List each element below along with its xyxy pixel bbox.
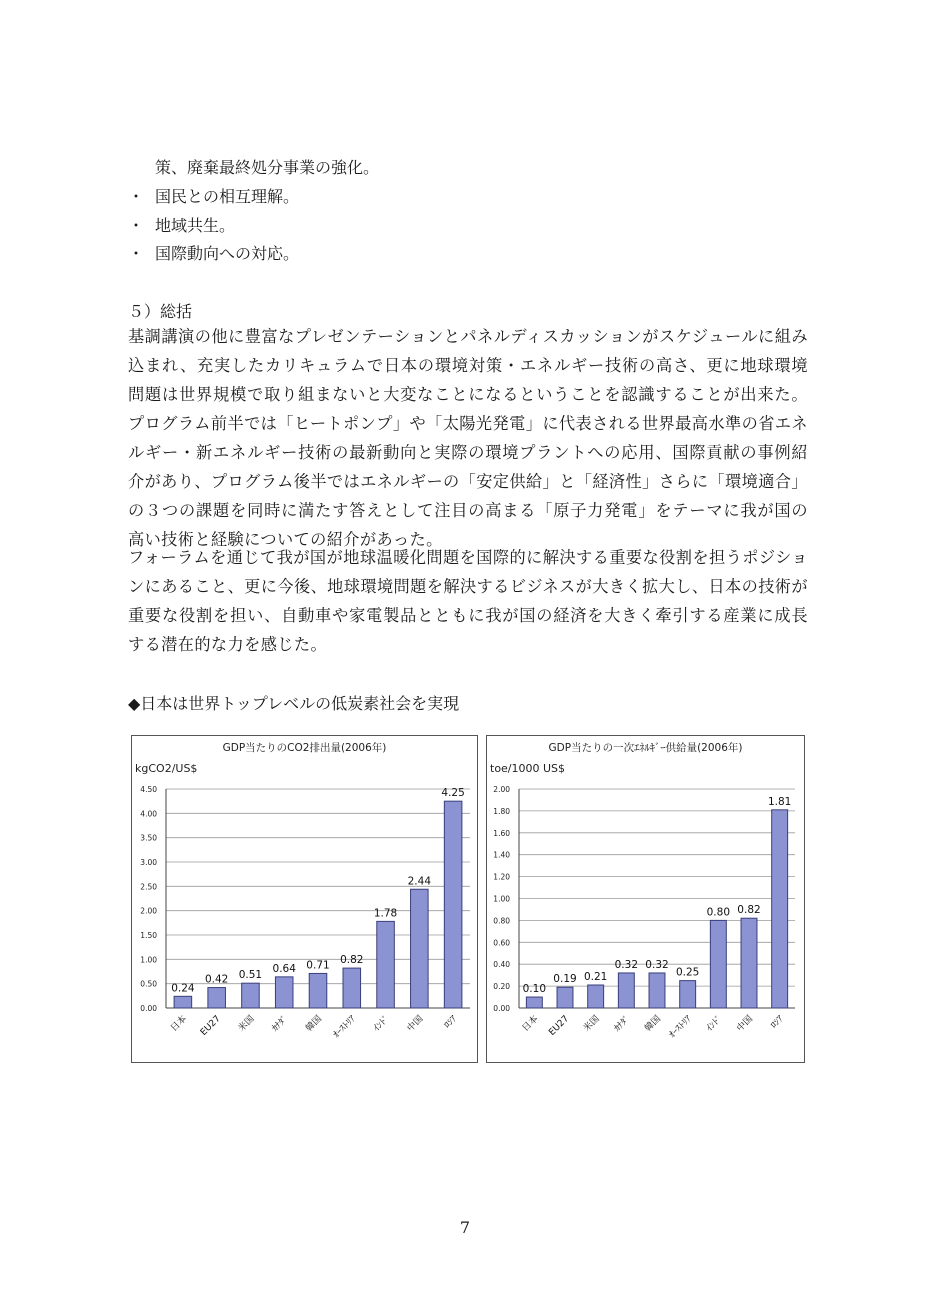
x-tick-label: ｲﾝﾄﾞ <box>704 1014 725 1034</box>
x-tick-label: EU27 <box>198 1014 223 1038</box>
summary-paragraph-1: 基調講演の他に豊富なプレゼンテーションとパネルディスカッションがスケジュールに組み込まれ、充実したカリキュラムで日本の環境対策・エネルギー技術の高さ、更に地球環境問題は世界規模で取り組まないと大変なことになるということを認識することが出来た。プログラム前半では「ヒートポンプ」や「太陽光発電」に代表される世界最高水準の省エネルギー・新エネルギー技術の最新動向と実際の環境プラントへの応用、国際貢献の事例紹介があり、プログラム後半ではエネルギーの「安定供給」と「経済性」さらに「環境適合」の３つの課題を同時に満たす答えとして注目の高まる「原子力発電」をテーマに我が国の高い技術と経験についての紹介があった。 <box>128 327 808 549</box>
bullet-item: 国際動向への対応。 <box>155 244 300 263</box>
y-tick-label: 0.80 <box>493 916 510 926</box>
bar <box>772 810 788 1008</box>
x-tick-label: ｵｰｽﾄﾘｱ <box>667 1014 694 1041</box>
bar <box>741 918 757 1008</box>
y-tick-label: 0.00 <box>140 1004 157 1013</box>
y-tick-label: 4.50 <box>140 785 157 794</box>
bar <box>710 920 726 1008</box>
bar <box>680 981 696 1008</box>
y-tick-label: 1.00 <box>493 894 510 904</box>
x-tick-label: ｵｰｽﾄﾘｱ <box>331 1014 358 1041</box>
y-tick-label: 2.00 <box>493 785 510 794</box>
y-tick-label: 1.80 <box>493 806 510 816</box>
chart-title: GDP当たりの一次ｴﾈﾙｷﾞｰ供給量(2006年) <box>548 742 743 754</box>
bar <box>343 968 361 1008</box>
x-tick-label: ﾛｼｱ <box>769 1014 786 1031</box>
section-heading: ５）総括 <box>128 302 193 321</box>
bullet-dot: ・ <box>128 216 145 235</box>
x-tick-label: 韓国 <box>643 1014 664 1034</box>
y-tick-label: 0.20 <box>493 982 510 992</box>
x-tick-label: 韓国 <box>304 1014 325 1034</box>
bullet-dot: ・ <box>128 187 145 206</box>
x-tick-label: EU27 <box>547 1014 572 1038</box>
bar <box>618 973 634 1008</box>
data-label: 0.32 <box>614 958 639 971</box>
data-label: 4.25 <box>441 787 465 800</box>
x-tick-label: ｲﾝﾄﾞ <box>371 1014 392 1034</box>
y-tick-label: 0.50 <box>140 979 157 989</box>
y-tick-label: 2.00 <box>140 906 157 916</box>
energy-supply-chart <box>487 736 804 1062</box>
co2-chart-frame <box>131 735 478 1063</box>
bar <box>588 985 604 1008</box>
data-label: 0.42 <box>204 973 229 986</box>
page-number: 7 <box>459 1218 471 1237</box>
bar <box>649 973 665 1008</box>
bullet-dot: ・ <box>128 244 145 263</box>
x-tick-label: 米国 <box>236 1014 257 1034</box>
bar <box>411 889 429 1008</box>
data-label: 0.21 <box>583 971 608 984</box>
y-tick-label: 0.60 <box>493 938 510 948</box>
y-tick-label: 4.00 <box>140 809 157 819</box>
bar <box>275 977 293 1008</box>
y-axis-label: toe/1000 US$ <box>490 762 566 775</box>
bar <box>377 921 395 1008</box>
y-tick-label: 1.60 <box>493 828 510 838</box>
data-label: 0.64 <box>272 962 296 975</box>
x-tick-label: 米国 <box>581 1014 602 1034</box>
data-label: 0.32 <box>645 958 669 971</box>
data-label: 2.44 <box>407 875 432 888</box>
x-tick-label: 日本 <box>169 1014 190 1034</box>
data-label: 1.81 <box>767 795 792 808</box>
bar <box>174 996 192 1008</box>
bar <box>526 997 542 1008</box>
y-axis-label: kgCO2/US$ <box>135 762 198 775</box>
continued-line: 策、廃棄最終処分事業の強化。 <box>155 158 380 177</box>
bar <box>557 987 573 1008</box>
data-label: 0.25 <box>675 966 700 979</box>
y-tick-label: 0.40 <box>493 960 510 970</box>
x-tick-label: 中国 <box>405 1014 426 1034</box>
y-tick-label: 2.50 <box>140 882 157 892</box>
figure-caption: ◆日本は世界トップレベルの低炭素社会を実現 <box>128 694 460 713</box>
x-tick-label: ｶﾅﾀﾞ <box>612 1014 633 1034</box>
summary-paragraph-2: フォーラムを通じて我が国が地球温暖化問題を国際的に解決する重要な役割を担うポジションにあること、更に今後、地球環境問題を解決するビジネスが大きく拡大し、日本の技術が重要な役割を担い、自動車や家電製品とともに我が国の経済を大きく牽引する産業に成長する潜在的な力を感じた。 <box>128 548 808 654</box>
data-label: 0.10 <box>522 983 547 996</box>
x-tick-label: 日本 <box>520 1014 541 1034</box>
bullet-item: 国民との相互理解。 <box>155 187 300 206</box>
energy-chart-frame <box>486 735 805 1063</box>
x-tick-label: 中国 <box>735 1014 756 1034</box>
bar <box>242 983 260 1008</box>
x-tick-label: ｶﾅﾀﾞ <box>270 1014 291 1034</box>
y-tick-label: 3.50 <box>140 833 157 843</box>
y-tick-label: 1.40 <box>493 850 510 860</box>
data-label: 1.78 <box>373 907 398 920</box>
bar <box>444 801 462 1008</box>
data-label: 0.19 <box>553 973 577 986</box>
y-tick-label: 3.00 <box>140 858 157 867</box>
co2-emission-chart <box>132 736 477 1062</box>
data-label: 0.80 <box>706 906 731 919</box>
data-label: 0.51 <box>238 969 263 982</box>
y-tick-label: 0.00 <box>493 1004 510 1013</box>
bullet-item: 地域共生。 <box>155 216 236 235</box>
data-label: 0.24 <box>171 982 195 995</box>
data-label: 0.82 <box>737 904 761 917</box>
bar <box>309 973 327 1008</box>
x-tick-label: ﾛｼｱ <box>442 1014 460 1031</box>
data-label: 0.71 <box>306 959 330 972</box>
chart-title: GDP当たりのCO2排出量(2006年) <box>222 742 387 754</box>
bar <box>208 988 226 1008</box>
y-tick-label: 1.20 <box>493 872 510 882</box>
y-tick-label: 1.50 <box>140 931 157 940</box>
data-label: 0.82 <box>340 954 364 967</box>
y-tick-label: 1.00 <box>140 955 157 965</box>
